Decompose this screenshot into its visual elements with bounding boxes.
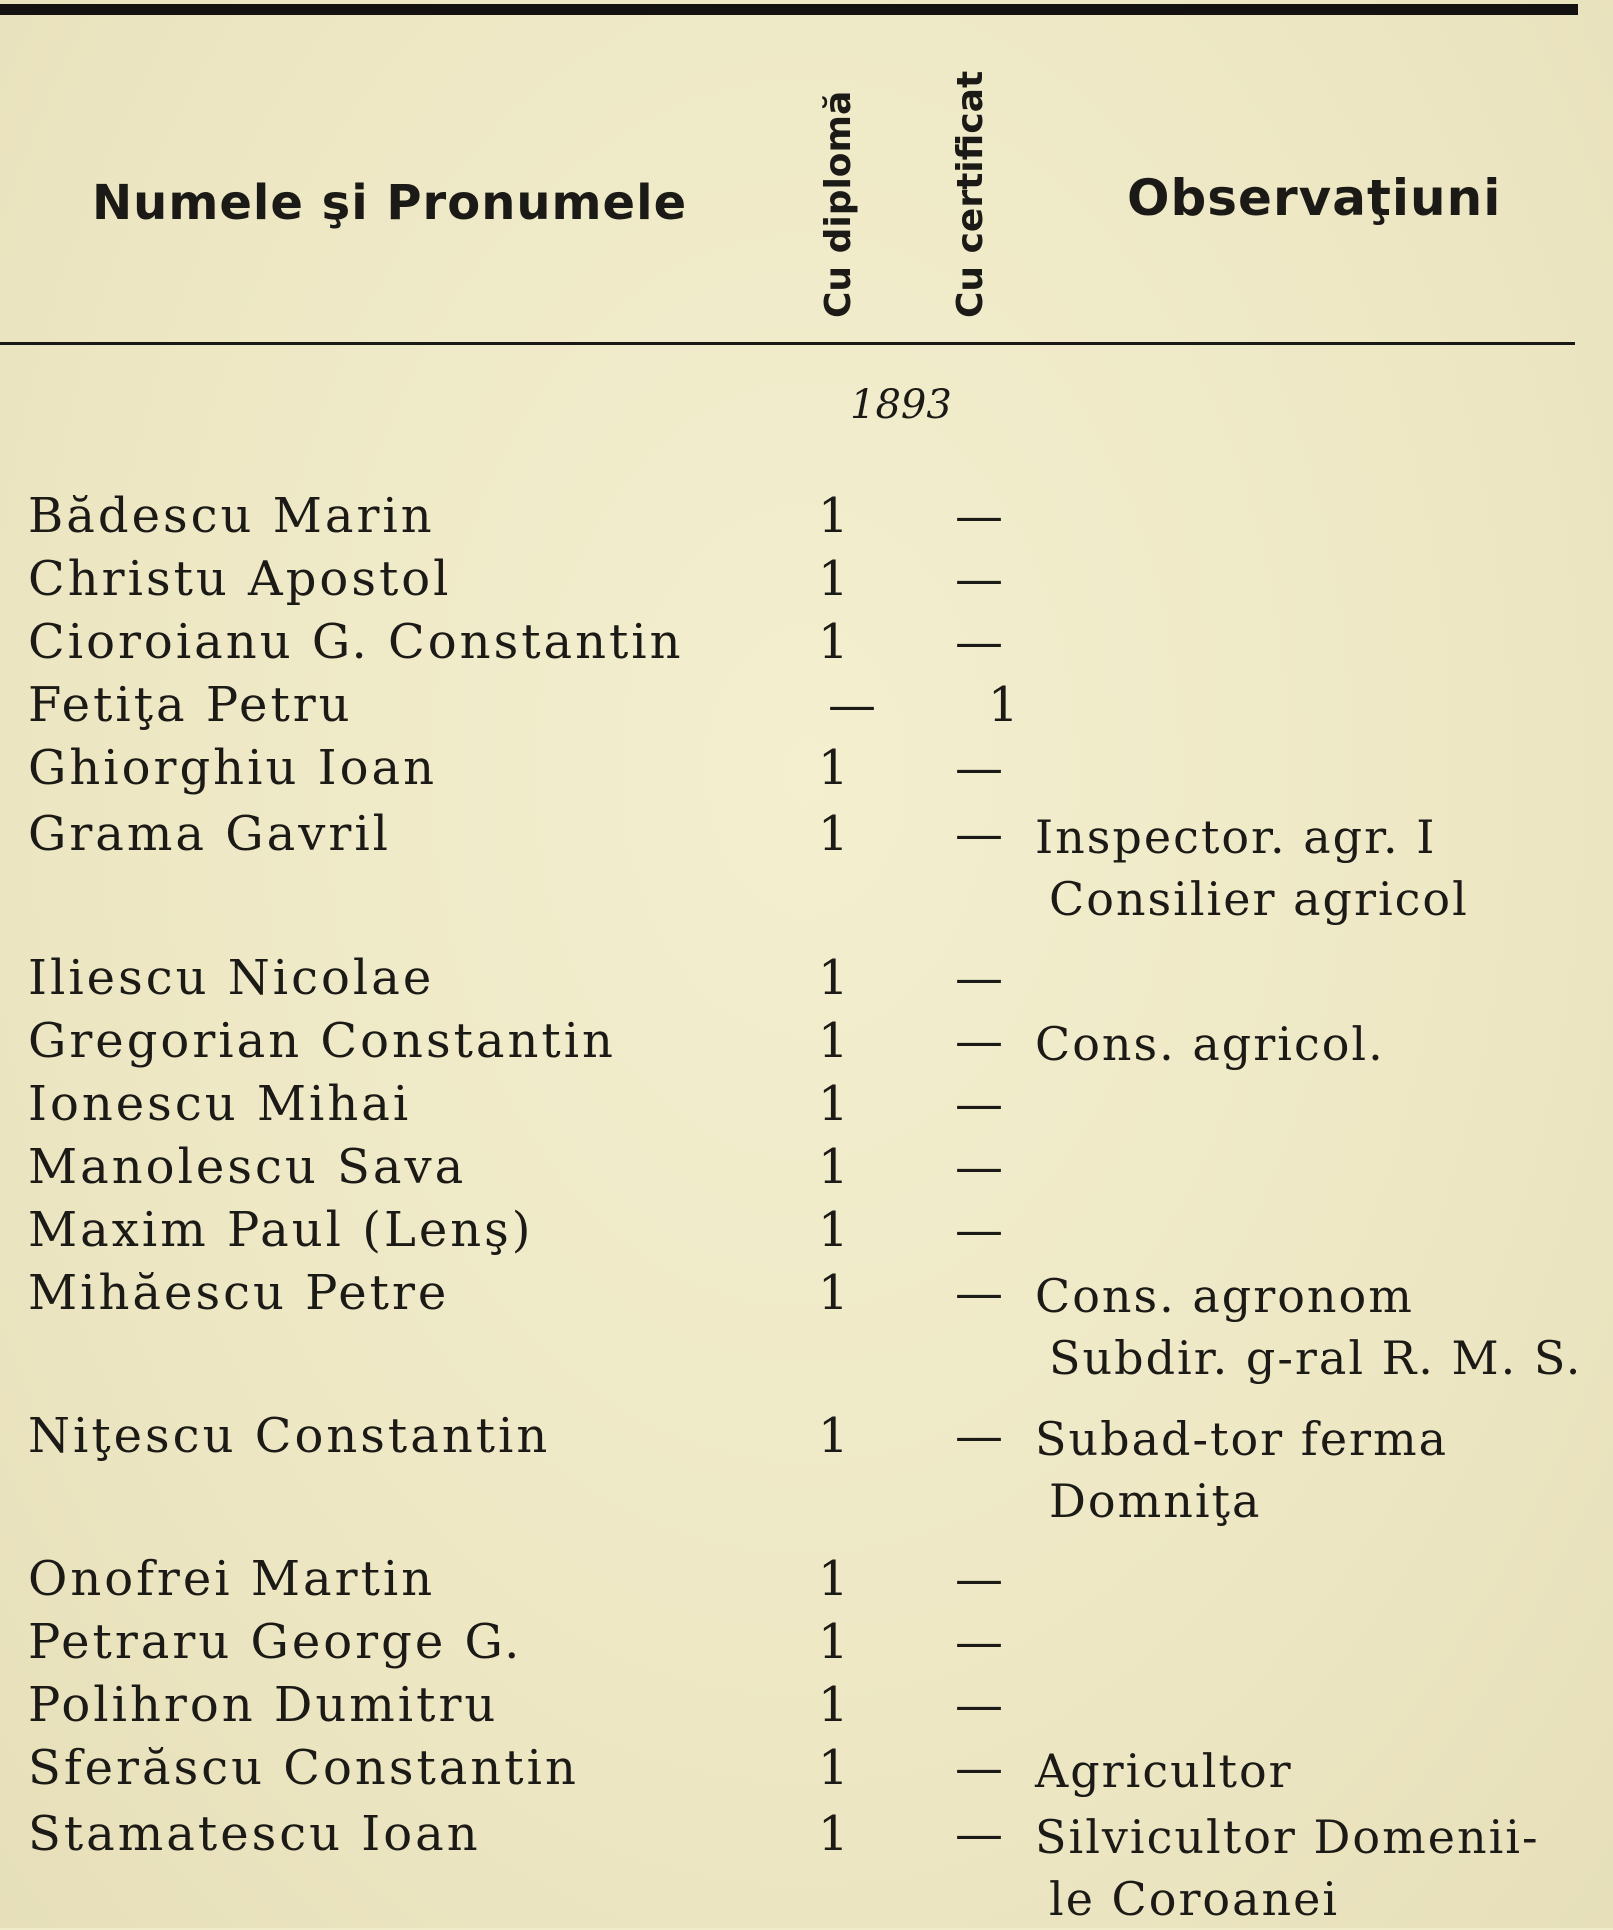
diploma-cell: 1 — [818, 1740, 849, 1796]
name-cell: Fetiţa Petru — [28, 677, 353, 733]
certificate-cell: — — [955, 1677, 1003, 1733]
header-observations-column: Observaţiuni — [1127, 169, 1502, 227]
table-row — [0, 1551, 1613, 1611]
observation-line: Subdir. g-ral R. M. S. — [1049, 1331, 1583, 1385]
name-cell: Iliescu Nicolae — [28, 950, 435, 1006]
observation-cell — [1035, 806, 1469, 930]
observation-cell — [1035, 1408, 1448, 1532]
table-row — [0, 950, 1613, 1010]
observation-cell — [1035, 1740, 1293, 1802]
observation-cell — [1035, 1013, 1385, 1075]
name-cell: Christu Apostol — [28, 551, 452, 607]
certificate-cell: — — [955, 1740, 1003, 1796]
certificate-cell: — — [955, 1614, 1003, 1670]
observation-line: le Coroanei — [1049, 1872, 1340, 1926]
observation-line: Inspector. agr. I — [1035, 810, 1437, 864]
observation-line: Cons. agronom — [1035, 1269, 1414, 1323]
observation-line: Silvicultor Domenii- — [1035, 1810, 1540, 1864]
table-row — [0, 677, 1613, 737]
table-row — [0, 1740, 1613, 1800]
observation-cell — [1035, 1806, 1540, 1930]
certificate-cell: — — [955, 1202, 1003, 1258]
name-cell: Ionescu Mihai — [28, 1076, 412, 1132]
diploma-cell: 1 — [818, 1202, 849, 1258]
observation-line: Cons. agricol. — [1035, 1017, 1385, 1071]
table-row — [0, 1013, 1613, 1073]
observation-line: Subad-tor ferma — [1035, 1412, 1449, 1466]
certificate-cell: — — [955, 488, 1003, 544]
diploma-cell: 1 — [818, 1013, 849, 1069]
diploma-cell: 1 — [818, 1806, 849, 1862]
table-row — [0, 740, 1613, 800]
name-cell: Sferăscu Constantin — [28, 1740, 579, 1796]
section-year: 1893 — [850, 382, 952, 428]
diploma-cell: 1 — [818, 1551, 849, 1607]
name-cell: Onofrei Martin — [28, 1551, 436, 1607]
table-row — [0, 1677, 1613, 1737]
table-row — [0, 1408, 1613, 1528]
certificate-cell: — — [955, 1265, 1003, 1321]
table-row — [0, 551, 1613, 611]
header-certificate-column: Cu certificat — [950, 70, 991, 318]
diploma-cell: 1 — [818, 806, 849, 862]
diploma-cell: 1 — [818, 740, 849, 796]
diploma-cell: 1 — [818, 1265, 849, 1321]
diploma-cell: 1 — [818, 1614, 849, 1670]
diploma-cell: — — [828, 677, 876, 733]
certificate-cell: — — [955, 1139, 1003, 1195]
name-cell: Grama Gavril — [28, 806, 392, 862]
name-cell: Cioroianu G. Constantin — [28, 614, 684, 670]
certificate-cell: — — [955, 806, 1003, 862]
diploma-cell: 1 — [818, 614, 849, 670]
name-cell: Bădescu Marin — [28, 488, 435, 544]
certificate-cell: — — [955, 1013, 1003, 1069]
table-row — [0, 1614, 1613, 1674]
observation-line: Domniţa — [1049, 1474, 1262, 1528]
diploma-cell: 1 — [818, 1677, 849, 1733]
name-cell: Ghiorghiu Ioan — [28, 740, 438, 796]
diploma-cell: 1 — [818, 551, 849, 607]
diploma-cell: 1 — [818, 488, 849, 544]
certificate-cell: — — [955, 1408, 1003, 1464]
certificate-cell: — — [955, 1076, 1003, 1132]
certificate-cell: — — [955, 1551, 1003, 1607]
diploma-cell: 1 — [818, 1408, 849, 1464]
certificate-cell: — — [955, 551, 1003, 607]
name-cell: Maxim Paul (Lenş) — [28, 1202, 534, 1258]
name-cell: Petraru George G. — [28, 1614, 523, 1670]
header-diploma-column: Cu diplomă — [818, 90, 859, 318]
table-row — [0, 1265, 1613, 1385]
name-cell: Polihron Dumitru — [28, 1677, 499, 1733]
name-cell: Mihăescu Petre — [28, 1265, 450, 1321]
name-cell: Manolescu Sava — [28, 1139, 467, 1195]
name-cell: Stamatescu Ioan — [28, 1806, 481, 1862]
table-row — [0, 1202, 1613, 1262]
diploma-cell: 1 — [818, 950, 849, 1006]
certificate-cell: 1 — [988, 677, 1019, 733]
table-row — [0, 806, 1613, 926]
diploma-cell: 1 — [818, 1076, 849, 1132]
table-row — [0, 614, 1613, 674]
certificate-cell: — — [955, 614, 1003, 670]
header-name-column: Numele şi Pronumele — [92, 175, 688, 231]
table-row — [0, 1806, 1613, 1926]
certificate-cell: — — [955, 1806, 1003, 1862]
diploma-cell: 1 — [818, 1139, 849, 1195]
observation-cell — [1035, 1265, 1582, 1389]
certificate-cell: — — [955, 740, 1003, 796]
table-row — [0, 488, 1613, 548]
observation-line: Consilier agricol — [1049, 872, 1469, 926]
name-cell: Gregorian Constantin — [28, 1013, 616, 1069]
observation-line: Agricultor — [1035, 1744, 1293, 1798]
name-cell: Niţescu Constantin — [28, 1408, 551, 1464]
table-row — [0, 1139, 1613, 1199]
table-row — [0, 1076, 1613, 1136]
certificate-cell: — — [955, 950, 1003, 1006]
